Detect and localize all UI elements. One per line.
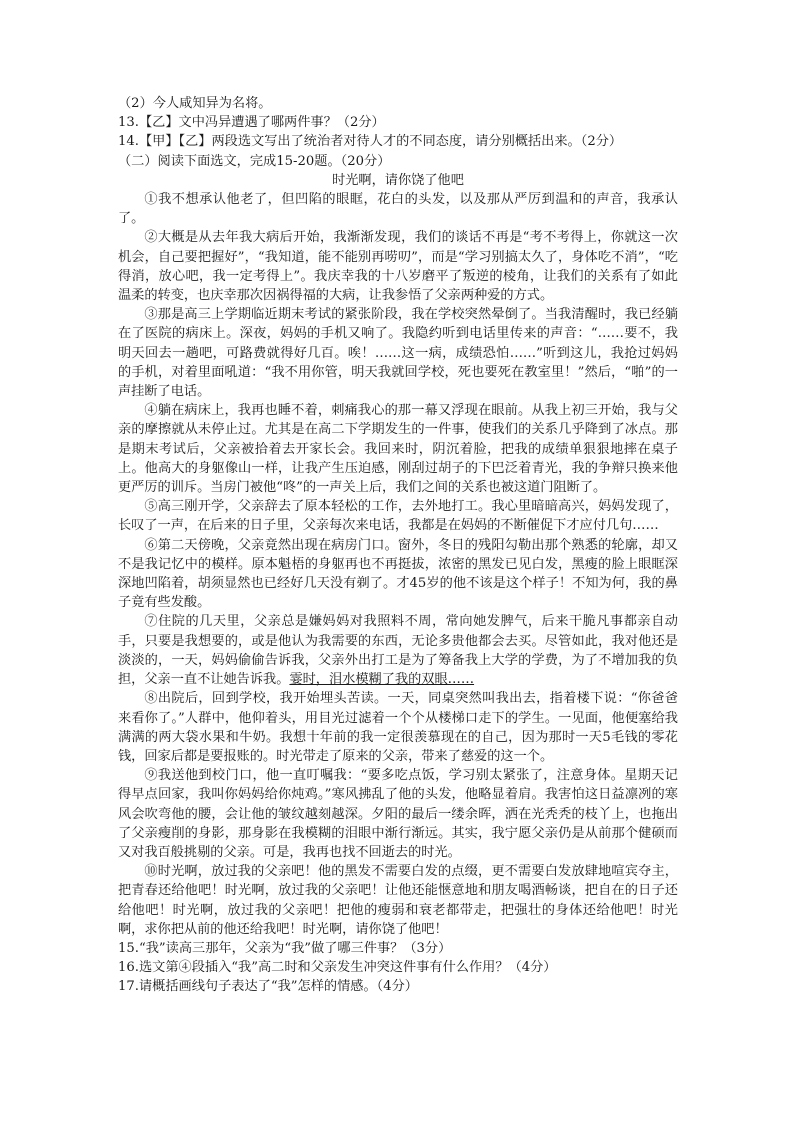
paragraph-7-text: ⑦住院的几天里，父亲总是嫌妈妈对我照料不周，常向她发脾气，后来干脆凡事都亲自动手，只要是我想要的，或是他认为我需要的东西，无论多贵他都会去买。尽管如此，我对他还是淡淡的，一天，妈妈偷偷告诉我，父亲外出打工是为了筹备我上大学的学费，为了不增加我的负担，父亲一直不让她告诉我。 <box>118 614 678 688</box>
paragraph-9: ⑨我送他到校门口，他一直叮嘱我：“要多吃点饭，学习别太紧张了，注意身体。星期天记得早点回家，我叫你妈妈给你炖鸡。”寒风拂乱了他的头发，他略显着肩。我害怕这日益凛冽的寒风会吹弯他的腰，会让他的皱纹越刻越深。夕阳的最后一缕余晖，洒在光秃秃的枝丫上，也拖出了父亲瘦削的身影，那身影在我模糊的泪眼中渐行渐远。其实，我宁愿父亲仍是从前那个健硕而又对我百般挑剔的父亲。可是，我再也找不回逝去的时光。 <box>118 768 678 860</box>
paragraph-7 <box>118 612 678 689</box>
question-14: 14.【甲】【乙】两段选文写出了统治者对待人才的不同态度，请分别概括出来。（2分） <box>118 134 623 150</box>
question-17: 17.请概括画线句子表达了“我”怎样的情感。（4分） <box>118 979 418 995</box>
exam-page <box>118 94 678 997</box>
underlined-sentence: 霎时，泪水模糊了我的双眼…… <box>289 672 475 688</box>
paragraph-3: ③那是高三上学期临近期末考试的紧张阶段，我在学校突然晕倒了。当我清醒时，我已经躺在了医院的病床上。深夜，妈妈的手机又响了。我隐约听到电话里传来的声音：“……要不，我明天回去一趟吧，可路费就得好几百。唉！……这一病，成绩恐怕……”听到这儿，我抢过妈妈的手机，对着里面吼道：“我不用你管，明天我就回学校，死也要死在教室里！”然后，“啪”的一声挂断了电话。 <box>118 307 678 400</box>
question-13: 13.【乙】文中冯异遭遇了哪两件事？（2分） <box>118 115 385 131</box>
passage-title: 时光啊，请你饶了他吧 <box>332 172 464 188</box>
paragraph-6: ⑥第二天傍晚，父亲竟然出现在病房门口。窗外，冬日的残阳勾勒出那个熟悉的轮廓，却又不是我记忆中的模样。原本魁梧的身躯再也不再挺拔，浓密的黑发已见白发，黑瘦的脸上眼眶深深地凹陷着，胡须显然也已经好几天没有剃了。才45岁的他不该是这个样子！不知为何，我的鼻子竟有些发酸。 <box>118 537 678 611</box>
paragraph-5: ⑤高三刚开学，父亲辞去了原本轻松的工作，去外地打工。我心里暗暗高兴，妈妈发现了，长叹了一声，在后来的日子里，父亲每次来电话，我都是在妈妈的不断催促下才应付几句…… <box>118 499 678 534</box>
paragraph-2: ②大概是从去年我大病后开始，我渐渐发现，我们的谈话不再是“考不考得上，你就这一次机会，自己要把握好”，“我知道，能不能别再唠叨”，而是“学习别搞太久了，身体吃不消”，“吃得消，放心吧，我一定考得上”。我庆幸我的十八岁磨平了叛逆的棱角，让我们的关系有了如此温柔的转变，也庆幸那次因祸得福的大病，让我参悟了父亲两种爱的方式。 <box>118 230 678 304</box>
paragraph-4: ④躺在病床上，我再也睡不着，刺痛我心的那一幕又浮现在眼前。从我上初三开始，我与父亲的摩擦就从未停止过。尤其是在高二下学期发生的一件事，使我们的关系几乎降到了冰点。那是期末考试后，父亲被拾着去开家长会。我回来时，阴沉着脸，把我的成绩单狠狠地摔在桌子上。他高大的身躯像山一样，让我产生压迫感，刚刮过胡子的下巴泛着青光，我的争辩只换来他更严厉的训斥。当房门被他“咚”的一声关上后，我们之间的关系也被这道门阻断了。 <box>118 403 678 496</box>
question-16: 16.选文第④段插入“我”高二时和父亲发生冲突这件事有什么作用？（4分） <box>118 960 557 976</box>
paragraph-10: ⑩时光啊，放过我的父亲吧！他的黑发不需要白发的点缀，更不需要白发放肆地喧宾夺主，把青春还给他吧！时光啊，放过我的父亲吧！让他还能惬意地和朋友喝酒畅谈，把自在的日子还给他吧！时光啊，放过我的父亲吧！把他的瘦弱和衰老都带走，把强壮的身体还给他吧！时光啊，求你把从前的他还给我吧！时光啊，请你饶了他吧！ <box>118 864 678 937</box>
section-heading: （二）阅读下面选文，完成15-20题。（20分） <box>118 153 391 169</box>
paragraph-1: ①我不想承认他老了，但凹陷的眼眶，花白的头发，以及那从严厉到温和的声音，我承认了。 <box>118 192 678 227</box>
paragraph-8: ⑧出院后，回到学校，我开始埋头苦读。一天，同桌突然叫我出去，指着楼下说：“你爸爸来看你了。”人群中，他仰着头，用目光过滤着一个个从楼梯口走下的学生。一见面，他便塞给我满满的两大袋水果和牛奶。我想十年前的我一定很羡慕现在的自己，因为那时一天5毛钱的零花钱，回家后都是要报账的。时光带走了原来的父亲，带来了慈爱的这一个。 <box>118 691 678 764</box>
question-15: 15.“我”读高三那年，父亲为“我”做了哪三件事？（3分） <box>118 940 452 956</box>
question-line: （2）今人咸知异为名将。 <box>118 96 272 111</box>
